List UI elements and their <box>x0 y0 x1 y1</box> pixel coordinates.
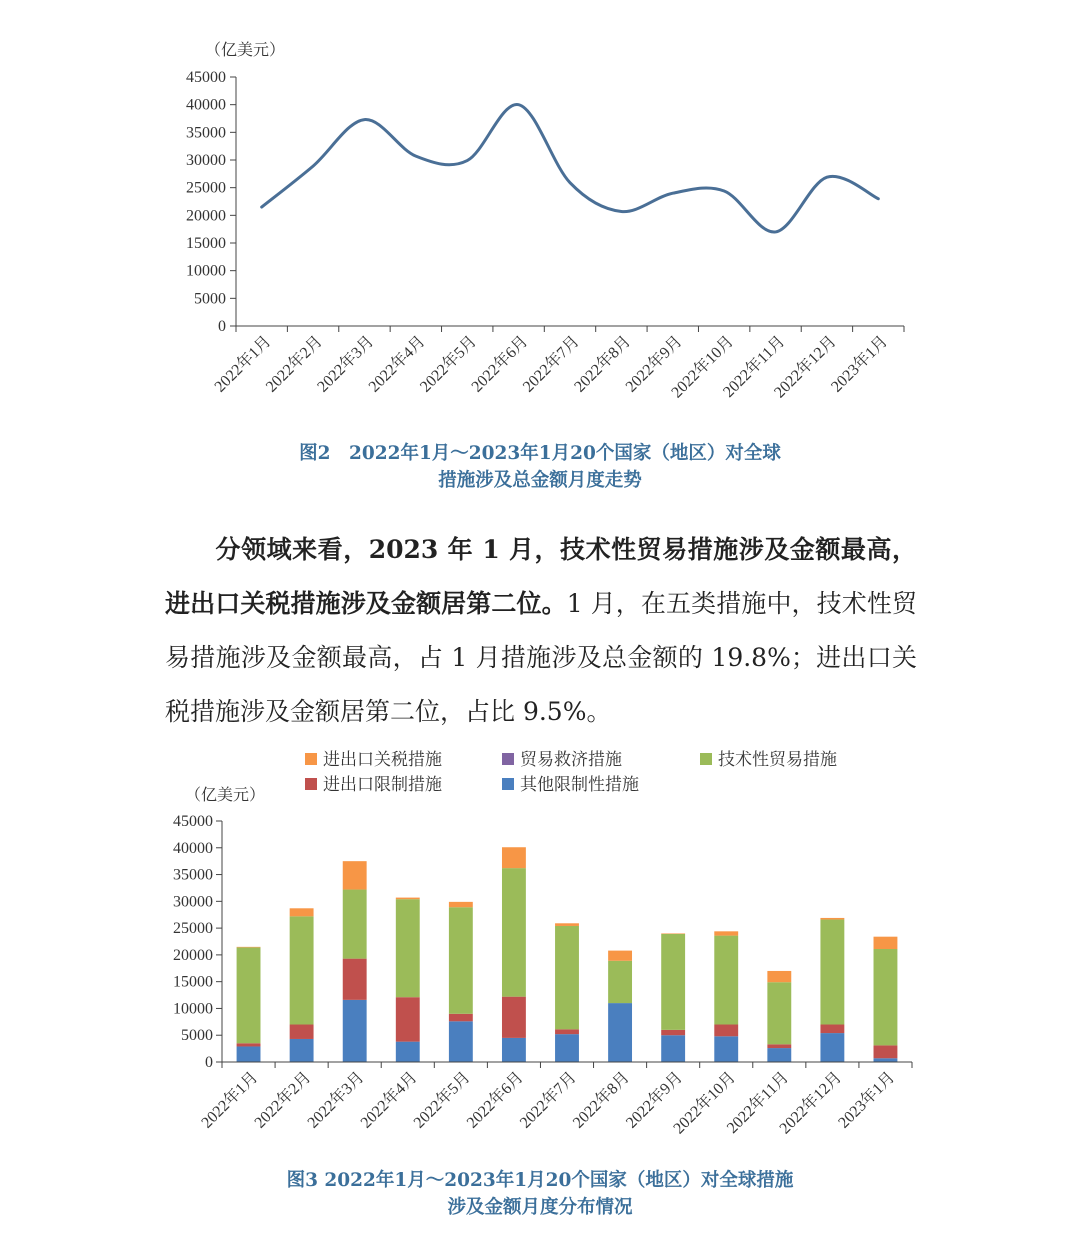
legend-label: 贸易救济措施 <box>520 750 622 769</box>
bar-segment-2022-6-s1 <box>502 1038 526 1062</box>
bar-segment-2022-7-s4 <box>555 926 579 1029</box>
bar-chart-y-tick-20000: 20000 <box>173 946 213 964</box>
bar-chart-y-tick-45000: 45000 <box>173 813 213 830</box>
bar-segment-2022-2-s4 <box>290 916 314 1024</box>
line-chart-y-tick-5000: 5000 <box>194 290 226 308</box>
line-chart-x-tick-2022-11: 2022年11月 <box>720 332 789 401</box>
bar-segment-2022-4-s5 <box>396 898 420 900</box>
bar-segment-2022-11-s1 <box>767 1048 791 1062</box>
bar-chart-x-tick-2022-3: 2022年3月 <box>304 1068 368 1132</box>
line-chart-x-tick-2023-1: 2023年1月 <box>828 332 892 396</box>
legend-entry-2 <box>502 750 622 769</box>
bar-segment-2022-11-s4 <box>767 982 791 1044</box>
bar-chart-y-tick-35000: 35000 <box>173 866 213 884</box>
bar-segment-2023-1-s1 <box>874 1058 898 1062</box>
legend-swatch <box>700 753 712 765</box>
legend-label: 进出口关税措施 <box>323 750 442 769</box>
bar-segment-2022-3-s2 <box>343 959 367 1000</box>
figure2-caption-line2: 措施涉及总金额月度走势 <box>438 470 642 491</box>
legend-swatch <box>305 753 317 765</box>
bar-chart-x-tick-2022-7: 2022年7月 <box>516 1068 580 1132</box>
bar-segment-2022-4-s1 <box>396 1042 420 1062</box>
bar-segment-2022-2-s5 <box>290 908 314 916</box>
bar-segment-2022-4-s2 <box>396 997 420 1041</box>
bar-chart-y-tick-0: 0 <box>205 1054 213 1071</box>
bar-chart-x-tick-2022-10: 2022年10月 <box>670 1068 740 1138</box>
legend-label: 进出口限制措施 <box>323 775 442 794</box>
bar-segment-2022-8-s5 <box>608 951 632 961</box>
bar-segment-2022-6-s2 <box>502 997 526 1038</box>
bar-chart-y-tick-10000: 10000 <box>173 1000 213 1018</box>
bar-segment-2022-5-s4 <box>449 907 473 1014</box>
line-chart-x-tick-2022-10: 2022年10月 <box>668 332 737 402</box>
figure3-caption-line1: 图3 2022年1月～2023年1月20个国家（地区）对全球措施 <box>286 1170 794 1191</box>
line-chart-x-tick-2022-5: 2022年5月 <box>417 332 481 396</box>
line-chart-x-tick-2022-2: 2022年2月 <box>262 332 326 396</box>
bar-segment-2022-10-s1 <box>714 1036 738 1062</box>
bar-chart-y-tick-15000: 15000 <box>173 973 213 991</box>
legend-swatch <box>305 778 317 790</box>
line-chart-x-tick-2022-7: 2022年7月 <box>519 332 583 396</box>
bar-segment-2023-1-s5 <box>874 937 898 949</box>
bar-segment-2022-2-s2 <box>290 1025 314 1039</box>
line-chart-y-tick-0: 0 <box>218 318 226 335</box>
figure2-caption-line1: 图2 2022年1月～2023年1月20个国家（地区）对全球 <box>299 443 781 464</box>
bar-segment-2022-3-s4 <box>343 890 367 959</box>
bar-chart-x-tick-2023-1: 2023年1月 <box>835 1068 899 1132</box>
bar-segment-2022-5-s1 <box>449 1021 473 1062</box>
bar-segment-2022-9-s2 <box>661 1030 685 1035</box>
line-chart-y-tick-15000: 15000 <box>186 235 226 252</box>
line-chart-x-tick-2022-6: 2022年6月 <box>468 332 532 396</box>
bar-chart-y-tick-25000: 25000 <box>173 920 213 938</box>
paragraph-bold-lead: 分领域来看，2023 年 1 月，技术性贸易措施涉及金额最高，进出口关税措施涉及金额居第二位。 <box>165 535 917 618</box>
line-chart-y-ticks <box>186 69 236 335</box>
bar-segment-2023-1-s4 <box>874 949 898 1045</box>
bar-segment-2022-12-s1 <box>820 1033 844 1062</box>
bar-chart-y-tick-40000: 40000 <box>173 839 213 857</box>
bar-segment-2022-10-s4 <box>714 936 738 1025</box>
bar-chart-x-ticks <box>197 1062 912 1137</box>
figure3-caption <box>0 1167 1080 1221</box>
line-chart-x-tick-2022-4: 2022年4月 <box>365 332 429 396</box>
bar-chart-y-tick-30000: 30000 <box>173 893 213 911</box>
line-chart-x-tick-2022-3: 2022年3月 <box>314 332 378 396</box>
bar-segment-2022-9-s5 <box>661 933 685 934</box>
bar-segment-2022-8-s1 <box>608 1003 632 1062</box>
legend-swatch <box>502 753 514 765</box>
line-chart-x-tick-2022-12: 2022年12月 <box>771 332 840 402</box>
bar-chart-x-tick-2022-9: 2022年9月 <box>623 1068 686 1132</box>
bar-segment-2022-7-s5 <box>555 923 579 926</box>
bar-segment-2022-3-s1 <box>343 1000 367 1062</box>
bar-chart-y-tick-5000: 5000 <box>181 1027 213 1045</box>
bar-segment-2022-3-s5 <box>343 861 367 889</box>
legend-label: 技术性贸易措施 <box>718 750 837 769</box>
bar-chart-bars <box>237 847 898 1062</box>
bar-segment-2022-12-s4 <box>820 920 844 1025</box>
bar-chart-x-tick-2022-11: 2022年11月 <box>723 1068 793 1137</box>
bar-chart-y-ticks <box>173 813 222 1071</box>
legend-entry-3 <box>700 750 837 769</box>
legend-entry-5 <box>502 774 639 794</box>
bar-segment-2022-7-s2 <box>555 1029 579 1034</box>
bar-segment-2022-5-s5 <box>449 902 473 907</box>
paragraph-body-text: 1 月，在五类措施中，技术性贸易措施涉及金额最高，占 1 月措施涉及总金额的 19.8%；进出口关税措施涉及金额居第二位，占比 9.5%。 <box>165 589 917 726</box>
bar-segment-2023-1-s2 <box>874 1045 898 1058</box>
line-chart-x-ticks <box>210 326 904 401</box>
bar-segment-2022-12-s2 <box>820 1025 844 1034</box>
bar-segment-2022-4-s4 <box>396 899 420 997</box>
bar-chart-x-tick-2022-2: 2022年2月 <box>251 1068 315 1132</box>
bar-segment-2022-1-s4 <box>237 947 261 1043</box>
bar-segment-2022-9-s4 <box>661 934 685 1030</box>
bar-segment-2022-11-s5 <box>767 971 791 982</box>
bar-segment-2022-6-s4 <box>502 868 526 997</box>
bar-segment-2022-9-s1 <box>661 1035 685 1062</box>
legend-entry-1 <box>305 750 442 769</box>
figure2-caption <box>0 440 1080 494</box>
bar-segment-2022-8-s4 <box>608 961 632 1003</box>
bar-chart-x-tick-2022-4: 2022年4月 <box>357 1068 421 1132</box>
bar-segment-2022-1-s2 <box>237 1043 261 1046</box>
bar-chart-legend <box>305 750 837 794</box>
bar-chart-unit-label: （亿美元） <box>185 787 266 804</box>
bar-segment-2022-2-s1 <box>290 1039 314 1062</box>
bar-segment-2022-5-s2 <box>449 1014 473 1021</box>
bar-chart-x-tick-2022-12: 2022年12月 <box>776 1068 846 1138</box>
bar-segment-2022-1-s5 <box>237 947 261 948</box>
bar-segment-2022-11-s2 <box>767 1044 791 1048</box>
line-chart-y-tick-10000: 10000 <box>186 262 226 280</box>
line-chart-y-tick-45000: 45000 <box>186 69 226 86</box>
bar-segment-2022-10-s5 <box>714 931 738 935</box>
bar-segment-2022-12-s5 <box>820 918 844 920</box>
line-series-total <box>262 104 879 232</box>
bar-segment-2022-6-s5 <box>502 847 526 868</box>
figure3-caption-line2: 涉及金额月度分布情况 <box>447 1197 633 1218</box>
legend-swatch <box>502 778 514 790</box>
bar-segment-2022-10-s2 <box>714 1025 738 1037</box>
line-chart-x-tick-2022-9: 2022年9月 <box>622 332 686 396</box>
line-chart-y-tick-40000: 40000 <box>186 96 226 114</box>
legend-label: 其他限制性措施 <box>520 775 639 794</box>
line-chart-y-tick-30000: 30000 <box>186 152 226 169</box>
bar-chart-x-tick-2022-6: 2022年6月 <box>463 1068 527 1132</box>
line-chart-unit-label: （亿美元） <box>205 42 286 59</box>
line-chart-total-amount <box>0 0 1080 430</box>
legend-entry-4 <box>305 775 442 794</box>
line-chart-x-tick-2022-8: 2022年8月 <box>571 332 635 396</box>
bar-segment-2022-1-s1 <box>237 1046 261 1062</box>
bar-chart-x-tick-2022-8: 2022年8月 <box>569 1068 633 1132</box>
line-chart-y-tick-20000: 20000 <box>186 207 226 225</box>
line-chart-y-tick-25000: 25000 <box>186 179 226 197</box>
body-paragraph <box>165 523 917 739</box>
stacked-bar-chart-by-category <box>0 745 1080 1165</box>
bar-chart-x-tick-2022-5: 2022年5月 <box>410 1068 474 1132</box>
line-chart-y-tick-35000: 35000 <box>186 124 226 142</box>
bar-segment-2022-7-s1 <box>555 1034 579 1062</box>
bar-chart-x-tick-2022-1: 2022年1月 <box>198 1068 262 1132</box>
line-chart-x-tick-2022-1: 2022年1月 <box>211 332 275 396</box>
